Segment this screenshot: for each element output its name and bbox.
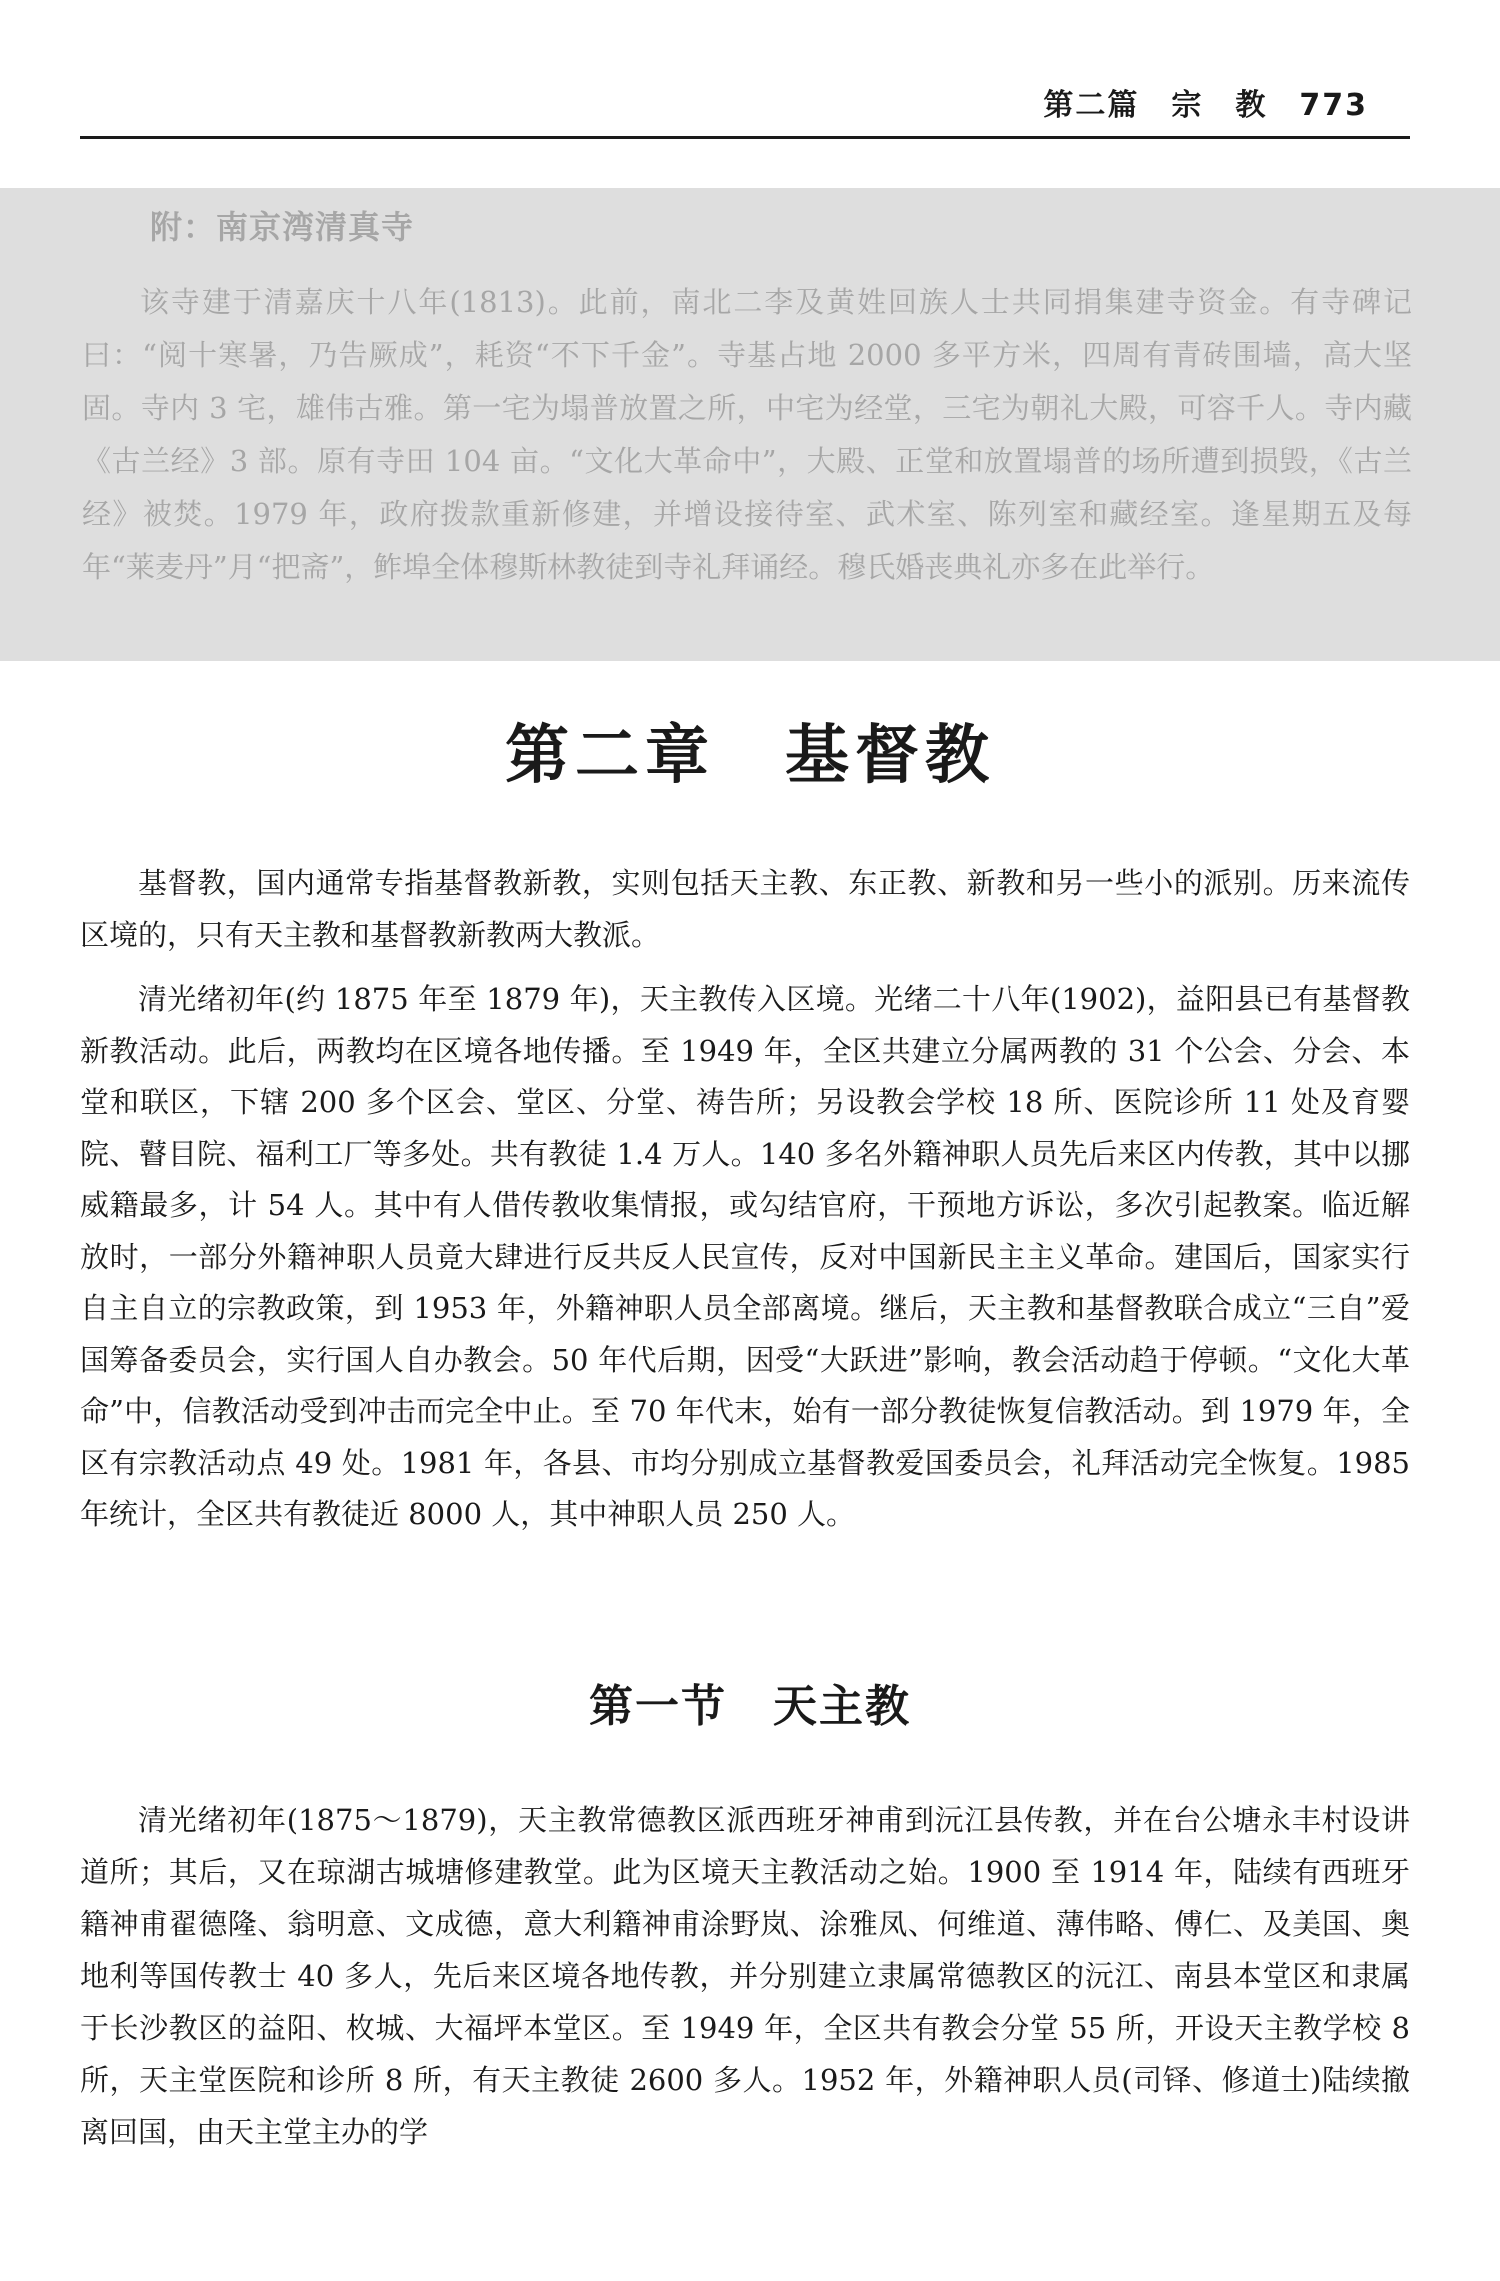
section-paragraph: 清光绪初年(1875～1879)，天主教常德教区派西班牙神甫到沅江县传教，并在台公塘永丰村设讲道所；其后，又在琼湖古城塘修建教堂。此为区境天主教活动之始。1900 至 1914 年，陆续有西班牙籍神甫翟德隆、翁明意、文成德，意大利籍神甫涂野岚、涂雅凤、何维道、薄伟略、傅仁、及美国、奥地利等国传教士 40 多人，先后来区境各地传教，并分别建立隶属常德教区的沅江、南县本堂区和隶属于长沙教区的益阳、枚城、大福坪本堂区。至 1949 年，全区共有教会分堂 55 所，开设天主教学校 8 所，天主堂医院和诊所 8 所，有天主教徒 2600 多人。1952 年，外籍神职人员(司铎、修道士)陆续撤离回国，由天主堂主办的学 [80, 1803, 1410, 2149]
appendix-body: 该寺建于清嘉庆十八年(1813)。此前，南北二李及黄姓回族人士共同捐集建寺资金。有寺碑记曰：“阅十寒暑，乃告厥成”，耗资“不下千金”。寺基占地 2000 多平方米，四周有青砖围墙，高大坚固。寺内 3 宅，雄伟古雅。第一宅为塌普放置之所，中宅为经堂，三宅为朝礼大殿，可容千人。寺内藏《古兰经》3 部。原有寺田 104 亩。“文化大革命中”，大殿、正堂和放置塌普的场所遭到损毁，《古兰经》被焚。1979 年，政府拨款重新修建，并增设接待室、武术室、陈列室和藏经室。逢星期五及每年“莱麦丹”月“把斋”，鲊埠全体穆斯林教徒到寺礼拜诵经。穆氏婚丧典礼亦多在此举行。 [82, 285, 1412, 584]
chapter-paragraph: 清光绪初年(约 1875 年至 1879 年)，天主教传入区境。光绪二十八年(1902)，益阳县已有基督教新教活动。此后，两教均在区境各地传播。至 1949 年，全区共建立分属两教的 31 个公会、分会、本堂和联区，下辖 200 多个区会、堂区、分堂、祷告所；另设教会学校 18 所、医院诊所 11 处及育婴院、瞽目院、福利工厂等多处。共有教徒 1.4 万人。140 多名外籍神职人员先后来区内传教，其中以挪威籍最多，计 54 人。其中有人借传教收集情报，或勾结官府，干预地方诉讼，多次引起教案。临近解放时，一部分外籍神职人员竟大肆进行反共反人民宣传，反对中国新民主主义革命。建国后，国家实行自主自立的宗教政策，到 1953 年，外籍神职人员全部离境。继后，天主教和基督教联合成立“三自”爱国筹备委员会，实行国人自办教会。50 年代后期，因受“大跃进”影响，教会活动趋于停顿。“文化大革命”中，信教活动受到冲击而完全中止。至 70 年代末，始有一部分教徒恢复信教活动。到 1979 年，全区有宗教活动点 49 处。1981 年，各县、市均分别成立基督教爱国委员会，礼拜活动完全恢复。1985 年统计，全区共有教徒近 8000 人，其中神职人员 250 人。 [80, 982, 1410, 1531]
running-head-text: 第二篇 宗 教 773 [1043, 88, 1368, 123]
section-title: 第一节 天主教 [589, 1681, 911, 1732]
chapter-title: 第二章 基督教 [505, 718, 995, 793]
chapter-paragraph: 基督教，国内通常专指基督教新教，实则包括天主教、东正教、新教和另一些小的派别。历来流传区境的，只有天主教和基督教新教两大教派。 [80, 866, 1410, 952]
appendix-box [0, 188, 1500, 661]
appendix-title: 附：南京湾清真寺 [150, 208, 415, 246]
running-header [80, 74, 1410, 139]
